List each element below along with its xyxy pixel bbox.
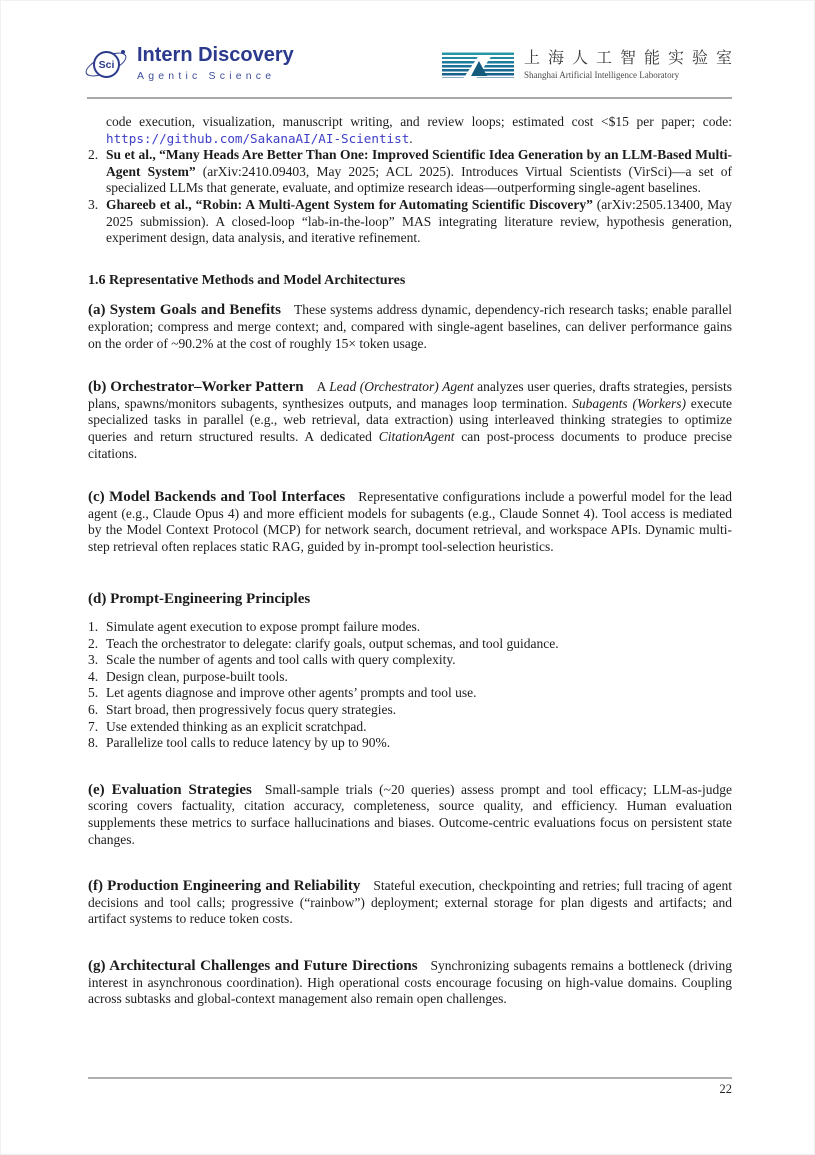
list-number: 1. bbox=[88, 619, 99, 635]
list-number: 5. bbox=[88, 685, 99, 701]
reference-item bbox=[88, 197, 732, 247]
paragraph-f-label: (f) Production Engineering and Reliability bbox=[88, 878, 361, 895]
principle-text: Design clean, purpose-built tools. bbox=[106, 668, 288, 684]
github-repo-link[interactable]: https://github.com/SakanaAI/AI-Scientist bbox=[106, 130, 410, 146]
reference-text: code execution, visualization, manuscript writing, and review loops; estimated cost <$15 per paper; code: https://github.com/SakanaAI/AI-Scientist. bbox=[106, 114, 732, 146]
paragraph-b bbox=[88, 379, 732, 462]
paragraph-a bbox=[88, 302, 732, 352]
footer-divider bbox=[88, 1077, 732, 1079]
paragraph-d-heading bbox=[88, 591, 732, 608]
principle-item bbox=[88, 702, 732, 719]
paragraph-g-label: (g) Architectural Challenges and Future Directions bbox=[88, 957, 418, 974]
paragraph-f bbox=[88, 878, 732, 928]
intern-discovery-logo bbox=[86, 45, 294, 83]
logo-subtitle: Agentic Science bbox=[137, 70, 276, 82]
reference-list bbox=[88, 114, 732, 247]
header-divider bbox=[87, 97, 732, 99]
principle-item bbox=[88, 652, 732, 669]
lab-name-english: Shanghai Artificial Intelligence Laboratory bbox=[523, 69, 680, 80]
reference-text: Su et al., “Many Heads Are Better Than One: Improved Scientific Idea Generation by an LLM-Based Multi-Agent System” (arXiv:2410.09403, May 2025; ACL 2025). Introduces Virtual Scientists (VirSci)—a set of specialized LLMs that generate, evaluate, and optimize research ideas—outperforming single-agent baselines. bbox=[106, 147, 732, 196]
reference-text: Ghareeb et al., “Robin: A Multi-Agent System for Automating Scientific Discovery” (arXiv:2505.13400, May 2025 submission). A closed-loop “lab-in-the-loop” MAS integrating literature review, hypothesis generation, experiment design, data analysis, and iterative refinement. bbox=[106, 196, 732, 246]
principle-text: Scale the number of agents and tool calls with query complexity. bbox=[106, 652, 456, 668]
paragraph-g-text: Synchronizing subagents remains a bottleneck (driving interest in asynchronous coordination). High operational costs encourage focusing on high-value domains. Coupling across subtasks and global-context management also remain open challenges. bbox=[88, 957, 732, 1007]
page-content bbox=[88, 114, 732, 1008]
list-number: 2. bbox=[88, 147, 99, 163]
list-number: 3. bbox=[88, 652, 99, 668]
principle-item bbox=[88, 636, 732, 653]
principle-text: Let agents diagnose and improve other agents’ prompts and tool use. bbox=[106, 685, 477, 701]
principle-item bbox=[88, 719, 732, 736]
principle-item bbox=[88, 735, 732, 752]
paragraph-e bbox=[88, 782, 732, 848]
lab-name-chinese: 上 海 人 工 智 能 实 验 室 bbox=[523, 50, 734, 67]
paragraph-f-text: Stateful execution, checkpointing and retries; full tracing of agent decisions and tool calls; progressive (“rainbow”) deployment; external storage for plan digests and artifacts; and artifact systems to reduce token costs. bbox=[88, 878, 732, 927]
paragraph-d-label: (d) Prompt-Engineering Principles bbox=[88, 591, 311, 608]
paragraph-c bbox=[88, 489, 732, 555]
paragraph-b-text: A Lead (Orchestrator) Agent analyzes user queries, drafts strategies, persists plans, spawns/monitors subagents, synthesizes outputs, and manages loop termination. Subagents (Workers) execute specialized tasks in parallel (e.g., web retrieval, data extraction) using interleaved thinking strategies to optimize queries and return structured results. A dedicated CitationAgent can post-process documents to produce precise citations. bbox=[88, 379, 732, 461]
page-header bbox=[86, 45, 734, 83]
list-number bbox=[88, 114, 106, 147]
paragraph-g bbox=[88, 958, 732, 1008]
list-number: 4. bbox=[88, 668, 99, 684]
sci-orbit-icon-label: Sci bbox=[93, 51, 120, 78]
principle-text: Use extended thinking as an explicit scratchpad. bbox=[106, 718, 367, 734]
section-heading: 1.6 Representative Methods and Model Architectures bbox=[88, 272, 406, 288]
list-number: 3. bbox=[88, 196, 99, 212]
paragraph-e-label: (e) Evaluation Strategies bbox=[88, 781, 252, 798]
paragraph-c-label: (c) Model Backends and Tool Interfaces bbox=[88, 489, 346, 506]
list-number: 6. bbox=[88, 702, 99, 718]
shanghai-ai-lab-logo-text bbox=[524, 50, 734, 80]
paragraph-a-label: (a) System Goals and Benefits bbox=[88, 302, 281, 319]
list-number: 2. bbox=[88, 635, 99, 651]
paragraph-e-text: Small-sample trials (~20 queries) assess prompt and tool efficacy; LLM-as-judge scoring covers factuality, citation accuracy, completeness, source quality, and efficiency. Human evaluation supplements these metrics to surface hallucinations and biases. Outcome-centric evaluations focus on persistent state changes. bbox=[88, 781, 732, 847]
paragraph-b-label: (b) Orchestrator–Worker Pattern bbox=[88, 379, 304, 396]
paragraph-c-text: Representative configurations include a powerful model for the lead agent (e.g., Claude Opus 4) and more efficient models for subagents (e.g., Claude Sonnet 4). Tool access is mediated by the Model Context Protocol (MCP) for network search, document retrieval, and workspace APIs. Dynamic multi-step retrieval often replaces static RAG, guided by in-prompt tool-selection heuristics. bbox=[88, 489, 732, 554]
principle-item bbox=[88, 669, 732, 686]
principle-item bbox=[88, 619, 732, 636]
reference-item bbox=[88, 147, 732, 197]
principle-item bbox=[88, 685, 732, 702]
stripes-icon bbox=[442, 51, 514, 78]
sci-orbit-icon bbox=[86, 45, 128, 83]
reference-item-continuation bbox=[88, 114, 732, 147]
intern-discovery-logo-text bbox=[137, 45, 294, 82]
principle-text: Teach the orchestrator to delegate: clarify goals, output schemas, and tool guidance. bbox=[106, 635, 559, 651]
shanghai-ai-lab-logo bbox=[442, 50, 734, 80]
stripes-peak bbox=[471, 61, 487, 76]
page-number: 22 bbox=[719, 1082, 732, 1096]
principles-list bbox=[88, 619, 732, 752]
paragraph-a-text: These systems address dynamic, dependency-rich research tasks; enable parallel exploration; compress and merge context; and, compared with single-agent baselines, can deliver performance gains on the order of ~90.2% at the cost of roughly 15× token usage. bbox=[88, 302, 732, 351]
list-number: 7. bbox=[88, 718, 99, 734]
logo-title: Intern Discovery bbox=[137, 44, 294, 66]
principle-text: Simulate agent execution to expose prompt failure modes. bbox=[106, 619, 421, 635]
list-number: 8. bbox=[88, 735, 99, 751]
principle-text: Start broad, then progressively focus query strategies. bbox=[106, 702, 397, 718]
principle-text: Parallelize tool calls to reduce latency by up to 90%. bbox=[106, 735, 391, 751]
